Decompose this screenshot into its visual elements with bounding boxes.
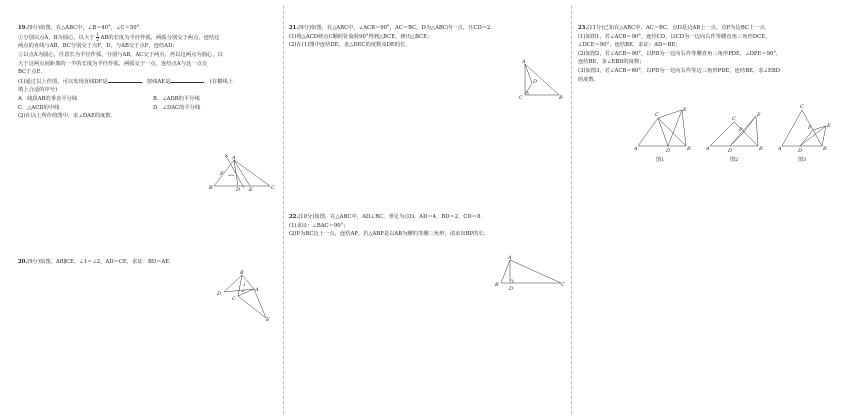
fig1-segment-ce: [658, 110, 682, 118]
q22-label-a: A: [508, 255, 512, 261]
q20-figure: [214, 270, 284, 322]
column-divider-2: [571, 6, 572, 414]
q22-figure: [493, 253, 567, 293]
q21-sub2: (2)在(1)图中连结DE，求△DEC的度数及DE的长．: [289, 42, 411, 49]
q20-label-b: B: [240, 270, 244, 276]
q23-sub1-cont: ∠DCE＝90°，连结BE，求证：AD＝BE；: [578, 42, 681, 49]
fig3-label-b: B: [823, 146, 827, 152]
q20-segment-ae: [254, 289, 266, 318]
question-23: [578, 24, 848, 84]
q21-label-d: D: [533, 79, 538, 85]
half-fraction: $\frac{1}{2}$: [96, 31, 99, 42]
q19-label-b: B: [209, 185, 213, 191]
q22-right-angle-mark: [510, 280, 513, 283]
question-20: [18, 258, 280, 267]
fig3-label-e: E: [827, 123, 831, 129]
q20-segment-ce: [238, 296, 266, 318]
fig3-label-d: D: [798, 148, 803, 154]
q23-sub2-cont: 连结BE，求∠EBD的度数；: [578, 59, 645, 66]
q21-segment-cd: [525, 83, 532, 95]
fig1-segment-cd: [658, 118, 668, 146]
fig2-label-e: E: [757, 112, 761, 118]
q21-figure: [519, 56, 565, 102]
q21-stem: 21.(9分)如图，在△ABC中，∠ACB＝90°，AC＝BC，D为△ABC内一点，且CD＝2．: [289, 25, 496, 31]
fig3-segment-dp: [800, 130, 813, 146]
q19-label-e: E: [249, 187, 253, 192]
q23-figure-1: [634, 106, 696, 164]
fig2-segment-be: [756, 116, 758, 146]
q19-label-d: D: [236, 187, 241, 192]
q19-label-c: C: [271, 185, 275, 191]
q20-label-d: D: [217, 291, 222, 297]
fig1-segment-de: [668, 110, 682, 146]
q19-step2: ②以点A为圆心，任意长为半径作弧，分别与AB，AC交于两点，再以这两点为圆心，以: [18, 51, 223, 58]
option-b: B．∠ADB的平分线: [153, 95, 200, 102]
q19-step4: BC于点E．: [18, 69, 46, 76]
q23-number: 23.: [578, 25, 588, 31]
q21-sub1: (1)将△ACD绕点C顺时针旋转90°得到△BCE，画出△BCE；: [289, 33, 433, 40]
q19-sub1: (1)通过以上作图，可以发现直线DF是 ，射线AE是 ．(在横线上: [18, 78, 234, 85]
q20-stem: 20.(9分)如图，AB∥CE，∠1＝∠2，AD＝CE，求证：BD＝AE．: [18, 259, 175, 265]
fig2-caption: 图2: [730, 157, 739, 163]
q23-sub2: (2)如图2，若∠ACB＝90°，以PD为一边向右作等腰直角三角形PDE，∠DPE＝90°，: [578, 50, 782, 57]
q20-label-c: C: [232, 296, 236, 302]
q19-options: [18, 95, 280, 112]
fig1-label-a: A: [634, 146, 638, 152]
fig3-segment-pe: [813, 126, 826, 130]
q19-segment-ae: [234, 160, 250, 186]
fig2-triangle-abc: [710, 122, 758, 146]
q20-label-a: A: [255, 287, 259, 293]
q22-label-c: C: [561, 282, 565, 288]
q21-number: 21.: [289, 25, 299, 31]
fig2-label-d: D: [728, 148, 733, 154]
question-22: [289, 213, 567, 239]
option-a: A．线段AB的垂直平分线: [18, 95, 78, 102]
q22-label-b: B: [495, 282, 499, 288]
fig3-segment-de: [800, 126, 826, 146]
question-21: [289, 24, 567, 50]
answer-blank-1[interactable]: [108, 77, 142, 83]
q23-figure-3: [778, 100, 838, 164]
q19-label-f: F: [220, 171, 224, 177]
option-d: D．∠DAC的平分线: [153, 104, 201, 111]
q19-segment-ad: [234, 160, 238, 186]
q22-stem: 22.(10分)如图，在△ABC中，AD⊥BC，垂足为点D，AD＝4，BD＝2，CD＝8．: [289, 214, 486, 220]
fig2-label-p: P: [739, 127, 743, 133]
q23-stem: 23.(11分)已知在△ABC中，AC＝BC，点D是边AB上一点，点P为边BC上一点．: [578, 25, 771, 31]
fig3-label-a: A: [778, 146, 782, 152]
q19-figure: [208, 150, 278, 192]
q19-step1: ①分别以点A，B为圆心，以大于 $\frac{1}{2}$ AB的长度为半径作弧，两弧分别交于两点，连结这: [18, 31, 220, 42]
q19-label-a: A: [232, 155, 236, 161]
q19-sub1-note: 填上合适的序号): [18, 87, 58, 94]
fig2-label-c: C: [732, 116, 736, 122]
q20-label-e: E: [266, 317, 270, 322]
answer-blank-2[interactable]: [170, 77, 204, 83]
q22-label-d: D: [509, 286, 514, 292]
q20-angle-2: 2: [242, 288, 245, 293]
q20-number: 20.: [18, 259, 28, 265]
q21-triangle: [525, 64, 559, 95]
fig1-caption: 图1: [656, 157, 665, 163]
q21-label-b: B: [559, 95, 563, 101]
q19-step1-cont: 两点的直线与AB，BC分别交于点F，D，与AB交于点F，连结AD；: [18, 43, 178, 50]
column-middle: [289, 0, 567, 420]
q21-segment-ad: [525, 64, 532, 83]
fig2-label-a: A: [706, 146, 710, 152]
fig3-label-p: P: [808, 125, 812, 131]
fig1-label-b: B: [687, 146, 691, 152]
q19-stem: 19.(9分)如图，在△ABC中，∠B＝40°，∠C＝50°．: [18, 25, 145, 31]
q20-angle-1: 1: [243, 282, 246, 287]
q21-label-c: C: [519, 95, 523, 101]
q23-sub3-cont: 的度数．: [578, 76, 600, 83]
q23-figure-2: [706, 106, 770, 164]
fig3-segment-be: [822, 126, 826, 146]
q19-step3: 大于这两点间距离的一半的长度为半径作弧，两弧交于一点，连结点A与这一点交: [18, 60, 208, 67]
fig3-caption: 图3: [798, 157, 807, 163]
option-c: C．△ACD的中线: [18, 104, 60, 111]
fig3-triangle-abc: [782, 110, 822, 146]
column-divider-1: [283, 6, 284, 414]
column-left: [18, 0, 280, 420]
q19-sub2: (2)在以上所作的图中，求∠DAE的度数．: [18, 113, 117, 120]
fig1-triangle-abc: [638, 118, 686, 146]
question-19: [18, 24, 280, 121]
q19-number: 19.: [18, 25, 28, 31]
fig1-segment-be: [682, 110, 686, 146]
q21-label-a: A: [522, 59, 526, 65]
q22-sub1: (1)求证：∠BAC＝90°；: [289, 222, 349, 229]
q23-sub1: (1)如图1，若∠ACB＝90°，连结CD，以CD为一边向右作等腰直角三角形DCE，: [578, 33, 771, 40]
column-right: [578, 0, 848, 420]
q22-sub2: (2)P为BC边上一点，连结AP，若△ABP是以AB为腰的等腰三角形，请求出BP的长．: [289, 231, 490, 238]
q23-sub3: (3)如图3，若∠ACB＝60°，以PD为一边向右作等边三角形PDE，连结BE，求∠EBD: [578, 67, 780, 74]
fig1-label-d: D: [666, 148, 671, 154]
fig1-label-c: C: [655, 112, 659, 118]
q22-number: 22.: [289, 214, 299, 220]
fig3-label-c: C: [800, 104, 804, 110]
fig2-label-b: B: [759, 146, 763, 152]
fig1-label-e: E: [683, 107, 687, 113]
q19-arc-mark-mid: [228, 175, 234, 176]
